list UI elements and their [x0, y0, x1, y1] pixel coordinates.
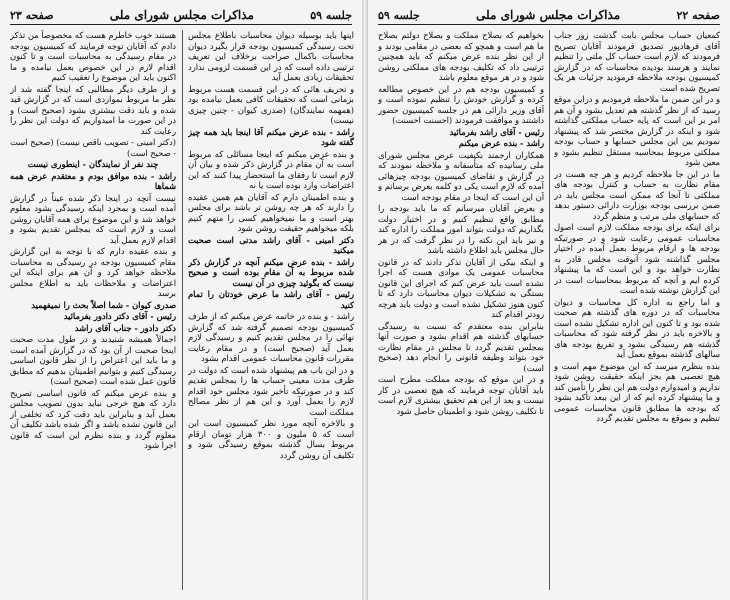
speaker-paragraph: راشد - بنده عرض میکنم آنچه در گزارش ذکر شده مربوط به آن مقام بوده است و صحیح نیست که بگوئید چیزی در آن نیست [188, 256, 354, 288]
text-paragraph: و در این ضمن ما ملاحظه فرمودیم و دراین موقع رسید که از نظر گذشته هم تعدیل بشود و آن هم امر بر این است که پایه حساب مملکتی گذاشته شود و اینکه در گزارش مختصر شد که پیشنهاد نمودیم بین این مجلس حسابها و حساب بودجه مملکتی مربوط بمحاسبه مستقل تنظیم بشود و معین شود [554, 94, 720, 167]
speaker-paragraph: راشد - بنده عرض میکنم آقا اینجا باید همه چیز گفته شود [188, 126, 354, 147]
left-page-session: جلسه ۵۹ [310, 8, 352, 22]
text-paragraph: بخواهیم که بصلاح مملکت و بصلاح دولتم بصلاح ما هم است و همچو که بعضی در مقامی بودند و از این نظر بنده عرض میکنم که باید همچنین ترتیبی داد که تکلیف بودجه های مملکتی روشن شود و در هر موقع معلوم باشد [378, 30, 544, 82]
text-paragraph: اینها باید بوسیله دیوان محاسبات باطلاع مجلس تحت رسیدگی کمیسیون بودجه قرار بگیرد دیوان محاسبات باکمال صراحت برخلاف این تعریف ترتیبی داده است که در این قسمت لزومی ندارد تحقیقات زیادی بعمل آید [188, 30, 354, 82]
text-paragraph: و اما راجع به اداره کل محاسبات و دیوان محاسبات که در دوره های گذشته هم صحبت شده بود و تا کنون این اداره تشکیل نشده است و بالاخره باید در نظر گرفته شود که محاسبات گذشته هم رسیدگی بشود و تفریغ بودجه های سالهای گذشته بموقع بعمل آید [554, 296, 720, 359]
text-paragraph: و در این موقع که بودجه مملکت مطرح است باید آقایان توجه فرمایند که هیچ تعصبی در کار نیست و بعد از این هم تحقیق بیشتری لازم است تا تکلیف روشن شود و اطمینان حاصل شود [378, 374, 544, 416]
right-page-column-2 [378, 30, 544, 592]
text-paragraph: و بنده اطمینان دارم که آقایان هم همین عقیده را دارند که هر چه روشن تر باشد برای مجلس بهتر است و ما نمیخواهیم کسی را متهم کنیم بلکه میخواهیم حقیقت روشن شود [188, 191, 354, 233]
text-paragraph: نیست آنچه در اینجا ذکر شده عیناً در گزارش آمده است و بمجرد اینکه رسیدگی بشود معلوم خواهد شد و این موضوع برای همه آقایان روشن است و لازم است که بمجلس تقدیم بشود و اقدام لازم بعمل آید [10, 192, 176, 245]
text-paragraph: و بعرض آقایان میرسانم که ما باید بودجه را مطابق واقع تنظیم کنیم و در اختیار دولت بگذاریم که دولت بتواند امور مملکت را اداره کند و نیز باید این نکته را در نظر گرفت که در هر حال مجلس باید اطلاع داشته باشد [378, 203, 544, 255]
right-page-session: جلسه ۵۹ [378, 8, 420, 22]
text-paragraph: بنده بنظرم میرسد که این موضوع مهم است و هیچ تعصبی هم بجز اینکه حقیقت روشن شود نداریم و امیدوارم دولت هم این نظر را تأمین کند و ما پیشنهاد کرده ایم که از این ببعد تأکید بشود که بودجه ها مطابق قانون محاسبات عمومی تنظیم و بموقع به مجلس تقدیم گردد [554, 360, 720, 423]
text-paragraph: و از طرف دیگر مطالبی که اینجا گفته شد از نظر ما مربوط بمواردی است که در گزارش قید شده و باید دقت بیشتری بشود (صحیح است) و در این صورت ما امیدواریم که دولت این نظر را رعایت کند [10, 83, 176, 136]
left-page-label: صفحه ۲۳ [10, 8, 54, 22]
right-page [368, 0, 730, 600]
text-paragraph: راشد - و بنده در خاتمه عرض میکنم که از طرف کمیسیون بودجه تصمیم گرفته شد که گزارش نهائی را در مجلس تقدیم کنیم و رسیدگی لازم بعمل آید (صحیح است) و در مقام رعایت مقررات قانون محاسبات عمومی اقدام بشود [188, 311, 354, 363]
text-paragraph: و بالاخره آنچه مورد نظر کمیسیون است این است که ۵ ملیون و ۳۰۰ هزار تومان ارقام مربوط بسال گذشته بموقع رسیدگی شود و تکلیف آن روشن گردد [188, 418, 354, 460]
text-paragraph: همکاران ارجمند بکیفیت عرض مجلس شورای ملی رسانیده که متأسفانه و ملاحظه نمودند که در گزارش و تقاضای کمیسیون بودجه چیزهائی آمده که لازم است یکی دو کلمه بعرض برسانم و آن این است که اینجا در مقام بودجه است [378, 149, 544, 202]
speaker-paragraph: دکتر امینی - آقای راشد مدتی است صحبت میکنید [188, 234, 354, 255]
speaker-paragraph: دکتر دادور - جناب آقای راشد [74, 322, 176, 333]
left-page [0, 0, 362, 600]
left-page-column-2 [10, 30, 176, 592]
speaker-paragraph: صدری کیوان - شما اصلاً بحث را نمیفهمید [31, 299, 176, 310]
speaker-paragraph: رئیس - آقای راشد ما عرض خودتان را تمام کنید [188, 289, 354, 310]
speaker-paragraph: رئیس - آقای دکتر دادور بفرمائید [63, 311, 176, 321]
left-page-title: مذاکرات مجلس شورای ملی [109, 8, 254, 22]
text-paragraph: (دکتر امینی - تصویب ناقص نیست) (صحیح است - صحیح است) [10, 137, 176, 158]
text-paragraph: هستند خوب خاطرم هست که مخصوصاً من تذکر دادم که آقایان توجه فرمایند که کمیسیون بودجه در مقام رسیدگی به محاسبات است و تا کنون اقدام لازم در این خصوص بعمل نیامده و ما اکنون باید این موضوع را تعقیب کنیم [10, 30, 176, 82]
left-page-header [10, 6, 352, 25]
text-paragraph: و اینکه بیکی از آقایان تذکر دادند که در قانون محاسبات عمومی یک موادی هست که اجرا نشده است باید عرض کنم که اجرای این قانون بستگی به تشکیلات دیوان محاسبات دارد که تا کنون هنوز تشکیل نشده است و دولت باید هرچه زودتر اقدام کند [378, 256, 544, 319]
column-divider [549, 30, 550, 590]
text-paragraph: و بنده عرض میکنم که قانون اساسی تصریح دارد که هیچ خرجی نباید بدون تصویب مجلس بعمل آید و بنابراین باید دقت کرد که تخلفی از این قانون نشده باشد و اگر شده باشد تکلیف آن معلوم گردد و بنده نظرم این است که قانون اجرا شود [10, 387, 176, 450]
text-paragraph: ما در این جا ملاحظه کردیم و هر چه هست در مقام نظارت به حساب و کنترل بودجه های مملکتی تا آنجا که ممکن است مجلس باید در ضمن بررسی بودجه بوزارت دارائی دستور بدهد که حسابهای ملی مرتب و منظم گردد [554, 168, 720, 221]
text-paragraph: و در این باب هم پیشنهاد شده است که دولت در ظرف مدت معینی حساب ها را بمجلس تقدیم کند و در صورتیکه تأخیر شود مجلس خود اقدام لازم را بعمل آورد و این هم از نظر مصالح مملکت است [188, 364, 354, 417]
text-paragraph: بنابراین بنده معتقدم که نسبت به رسیدگی حسابهای گذشته هم اقدام بشود و صورت آنها بمجلس تقدیم گردد تا مجلس در مقام نظارت خود بتواند وظیفه قانونی را انجام دهد (صحیح است) [378, 320, 544, 373]
speaker-paragraph: راشد - بنده موافق بودم و معتقدم عرض همه شماها [10, 170, 176, 191]
text-paragraph: اجمالاً همیشه شنیدند و در طول مدت صحبت اینجا صحبت از آن بود که در گزارش آمده است و ما باید این اعتراض را از نظر قانون اساسی رسیدگی کنیم و بتوانیم اطمینان بدهیم که مطابق قانون عمل شده است (صحیح است) [10, 334, 176, 386]
book-gutter [362, 0, 368, 600]
speaker-paragraph: راشد - بنده عرض میکنم [458, 138, 544, 148]
text-paragraph: و بنده عرض میکنم که اینجا مسائلی که مربوط است به آن مقام در گزارش ذکر شده و بیان آن لازم است تا رفقای ما استحضار پیدا کنند که این اعتراضات وارد بوده است یا نه [188, 148, 354, 190]
centered-remark: چند نفر از نمایندگان - اینطوری نیست [27, 159, 159, 169]
speaker-paragraph: رئیس - آقای راشد بفرمائید [449, 126, 544, 137]
text-paragraph: و بنده عقیده دارم که با توجه به این گزارش مقام کمیسیون بودجه در رسیدگی به محاسبات ملاحظه خواهد کرد و آن هم برای اینکه این اعتراضات و ملاحظات باید به اطلاع مجلس برسد [10, 246, 176, 298]
text-paragraph: و تحریف هائی که در این قسمت هست مربوط بزمانی است که تحقیقات کافی بعمل نیامده بود (همهمه نمایندگان) (صدری کیوان - چنین چیزی نیست) [188, 83, 354, 125]
right-page-column-1 [554, 30, 720, 592]
text-paragraph: برای اینکه برای بودجه مملکت لازم است اصول محاسبات عمومی رعایت شود و در صورتیکه بودجه ها و ارقام مربوط بعمل آمده در اختیار مجلس گذاشته شود آنوقت مجلس قادر به نظارت خواهد بود و این است که ما پیشنهاد کرده ایم و آنچه که مربوط بمحاسبات است در این گزارش نوشته شده است [554, 222, 720, 295]
right-page-label: صفحه ۲۲ [676, 8, 720, 22]
text-paragraph: کمعیان حساب مجلس بابت گذشت زوز جناب آقای فرهادپور تصدیق فرمودند آقایان تصریح فرمودند که لازم است حساب کل ملتی را تنظیم نمایند و هرسند بودیده محاسبات که در گزارش کمیسیون بودجه ملاحظه فرمودید جزئیات هر یک تصریح شده است [554, 30, 720, 93]
column-divider [182, 30, 183, 590]
text-paragraph: و کمیسیون بودجه هم در این خصوص مطالعه کرده و گزارش خودش را تنظیم نموده است و آقای وزیر دارائی هم در جلسه کمیسیون حضور داشتند و موافقت فرمودند (احسنت احسنت) [378, 83, 544, 125]
right-page-title: مذاکرات مجلس شورای ملی [476, 8, 621, 22]
left-page-column-1 [188, 30, 354, 592]
right-page-header [378, 6, 720, 25]
